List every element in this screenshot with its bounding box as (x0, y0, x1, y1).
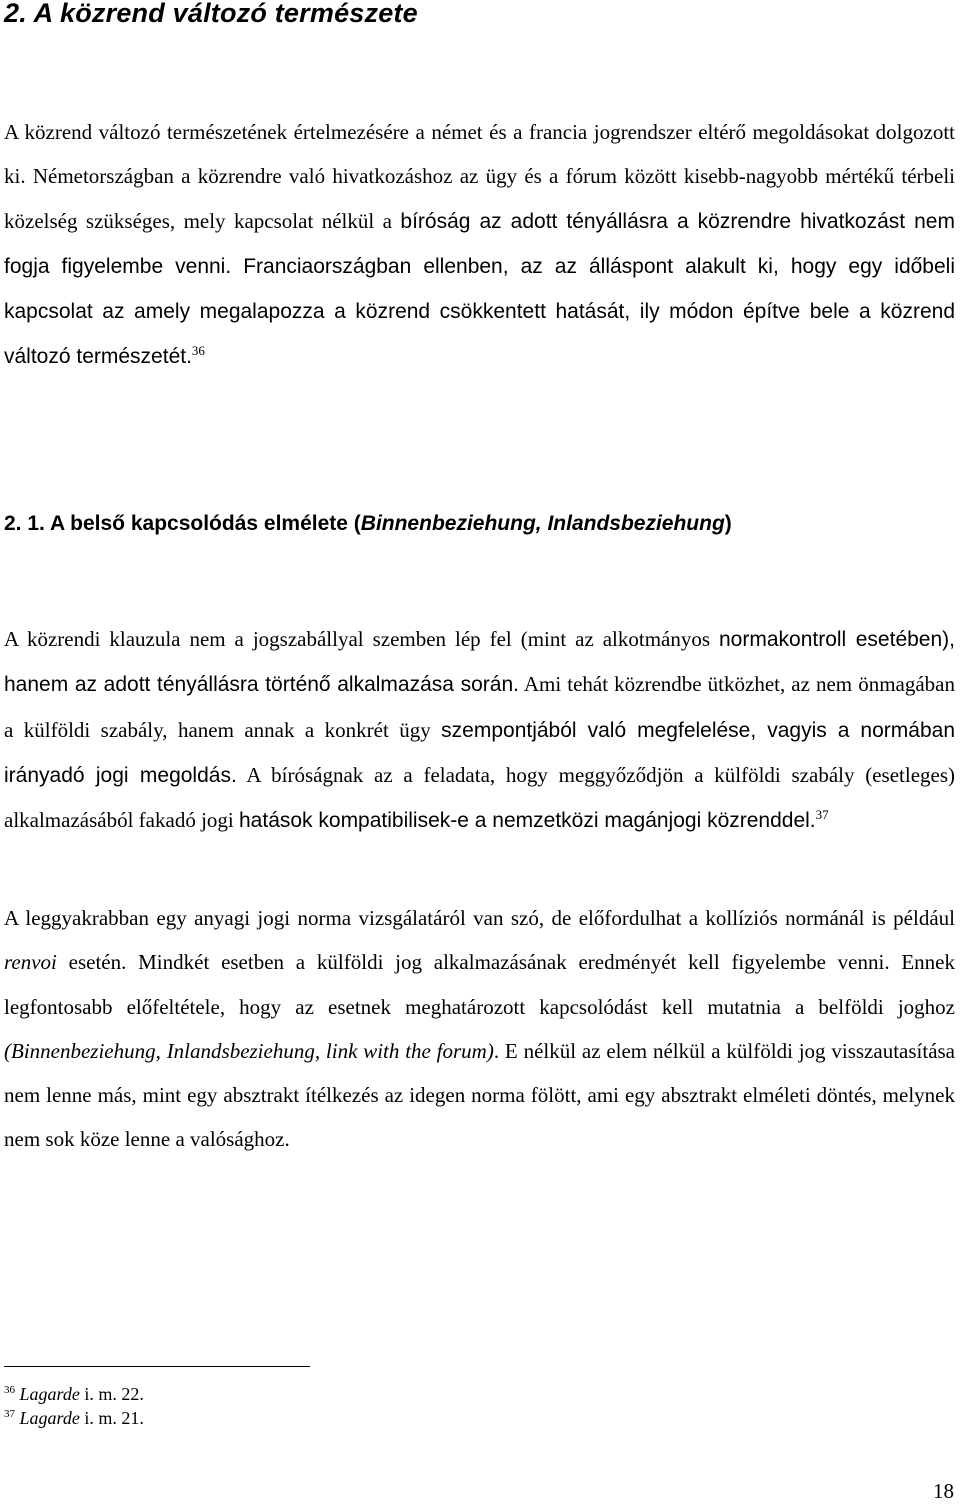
footnote-37 (4, 1406, 144, 1430)
footnote-37-text: i. m. 21. (79, 1408, 144, 1428)
paragraph-3-italic-renvoi: renvoi (4, 950, 57, 975)
footnote-separator (4, 1366, 310, 1367)
paragraph-3-italic-terms: (Binnenbeziehung, Inlandsbeziehung, link with the forum) (4, 1038, 494, 1063)
paragraph-2-text: A közrendi klauzula nem a jogszabállyal szemben lép fel (mint az alkotmányos (4, 627, 719, 651)
footnote-36-number: 36 (4, 1384, 15, 1396)
footnote-36 (4, 1382, 144, 1406)
paragraph-3-text-c: . E nélkül az elem nélkül a külföldi jog visszautasítása nem lenne más, mint egy absztrakt ítélkezés az idegen norma fölött, ami egy absztrakt elméleti döntés, melynek nem sok köze lenne a valósághoz. (4, 1038, 956, 1152)
paragraph-2 (4, 617, 955, 843)
section-title: 2. A közrend változó természete (4, 0, 418, 28)
footnote-36-author: Lagarde (19, 1384, 80, 1404)
footnote-ref-37[interactable]: 37 (815, 807, 829, 823)
subsection-number: 2. 1. (4, 512, 45, 535)
subsection-title-pre: A belső kapcsolódás elmélete ( (49, 512, 361, 535)
subsection-title-post: ) (724, 512, 732, 535)
paragraph-2-text-c: A bíróságnak az a feladata, hogy meggyőződjön a külföldi szabály (esetleges) alkalmazásából fakadó jogi (4, 762, 955, 833)
paragraph-1 (4, 110, 955, 380)
page-number: 18 (933, 1479, 954, 1503)
paragraph-1-sans-run: bíróság az adott tényállásra a közrendre hivatkozást nem fogja figyelembe venni. Franciaországban ellenben, az az álláspont alakult ki, hogy egy időbeli kapcsolat az amely megalapozza a közrend csökkentett hatását, ily módon építve bele a közrend változó természetét. (4, 209, 955, 369)
paragraph-2-sans-run-c: hatások kompatibilisek-e a nemzetközi magánjogi közrenddel. (239, 809, 816, 833)
paragraph-3-text-b: esetén. Mindkét esetben a külföldi jog alkalmazásának eredményét kell figyelembe venni. Ennek legfontosabb előfeltétele, hogy az esetnek meghatározott kapcsolódást kell mutatnia a belföldi joghoz (4, 950, 955, 1019)
subsection-heading (4, 509, 732, 539)
paragraph-3-text-a: A leggyakrabban egy anyagi jogi norma vizsgálatáról van szó, de előfordulhat a kollíziós normánál is például (4, 906, 955, 930)
paragraph-2-sans-run: normakontroll esetében), hanem az adott tényállásra történő alkalmazása során. (4, 628, 955, 697)
paragraph-2-text-b: Ami tehát közrendbe ütközhet, az nem önmagában a külföldi szabály, hanem annak a konkrét ügy (4, 672, 955, 742)
paragraph-3 (4, 896, 955, 1162)
footnote-ref-36[interactable]: 36 (191, 343, 205, 359)
subsection-title-italic: Binnenbeziehung, Inlandsbeziehung (360, 512, 725, 535)
paragraph-2-sans-run-b: szempontjából való megfelelése, vagyis a normában irányadó jogi megoldás. (4, 718, 955, 787)
footnote-37-author: Lagarde (19, 1408, 80, 1428)
footnote-36-text: i. m. 22. (79, 1384, 144, 1404)
paragraph-1-text: A közrend változó természetének értelmezésére a német és a francia jogrendszer eltérő megoldásokat dolgozott ki. Németországban a közrendre való hivatkozáshoz az ügy és a fórum között kisebb-nagyobb mértékű térbeli közelség szükséges, mely kapcsolat nélkül a (4, 120, 955, 233)
footnote-37-number: 37 (4, 1408, 15, 1420)
